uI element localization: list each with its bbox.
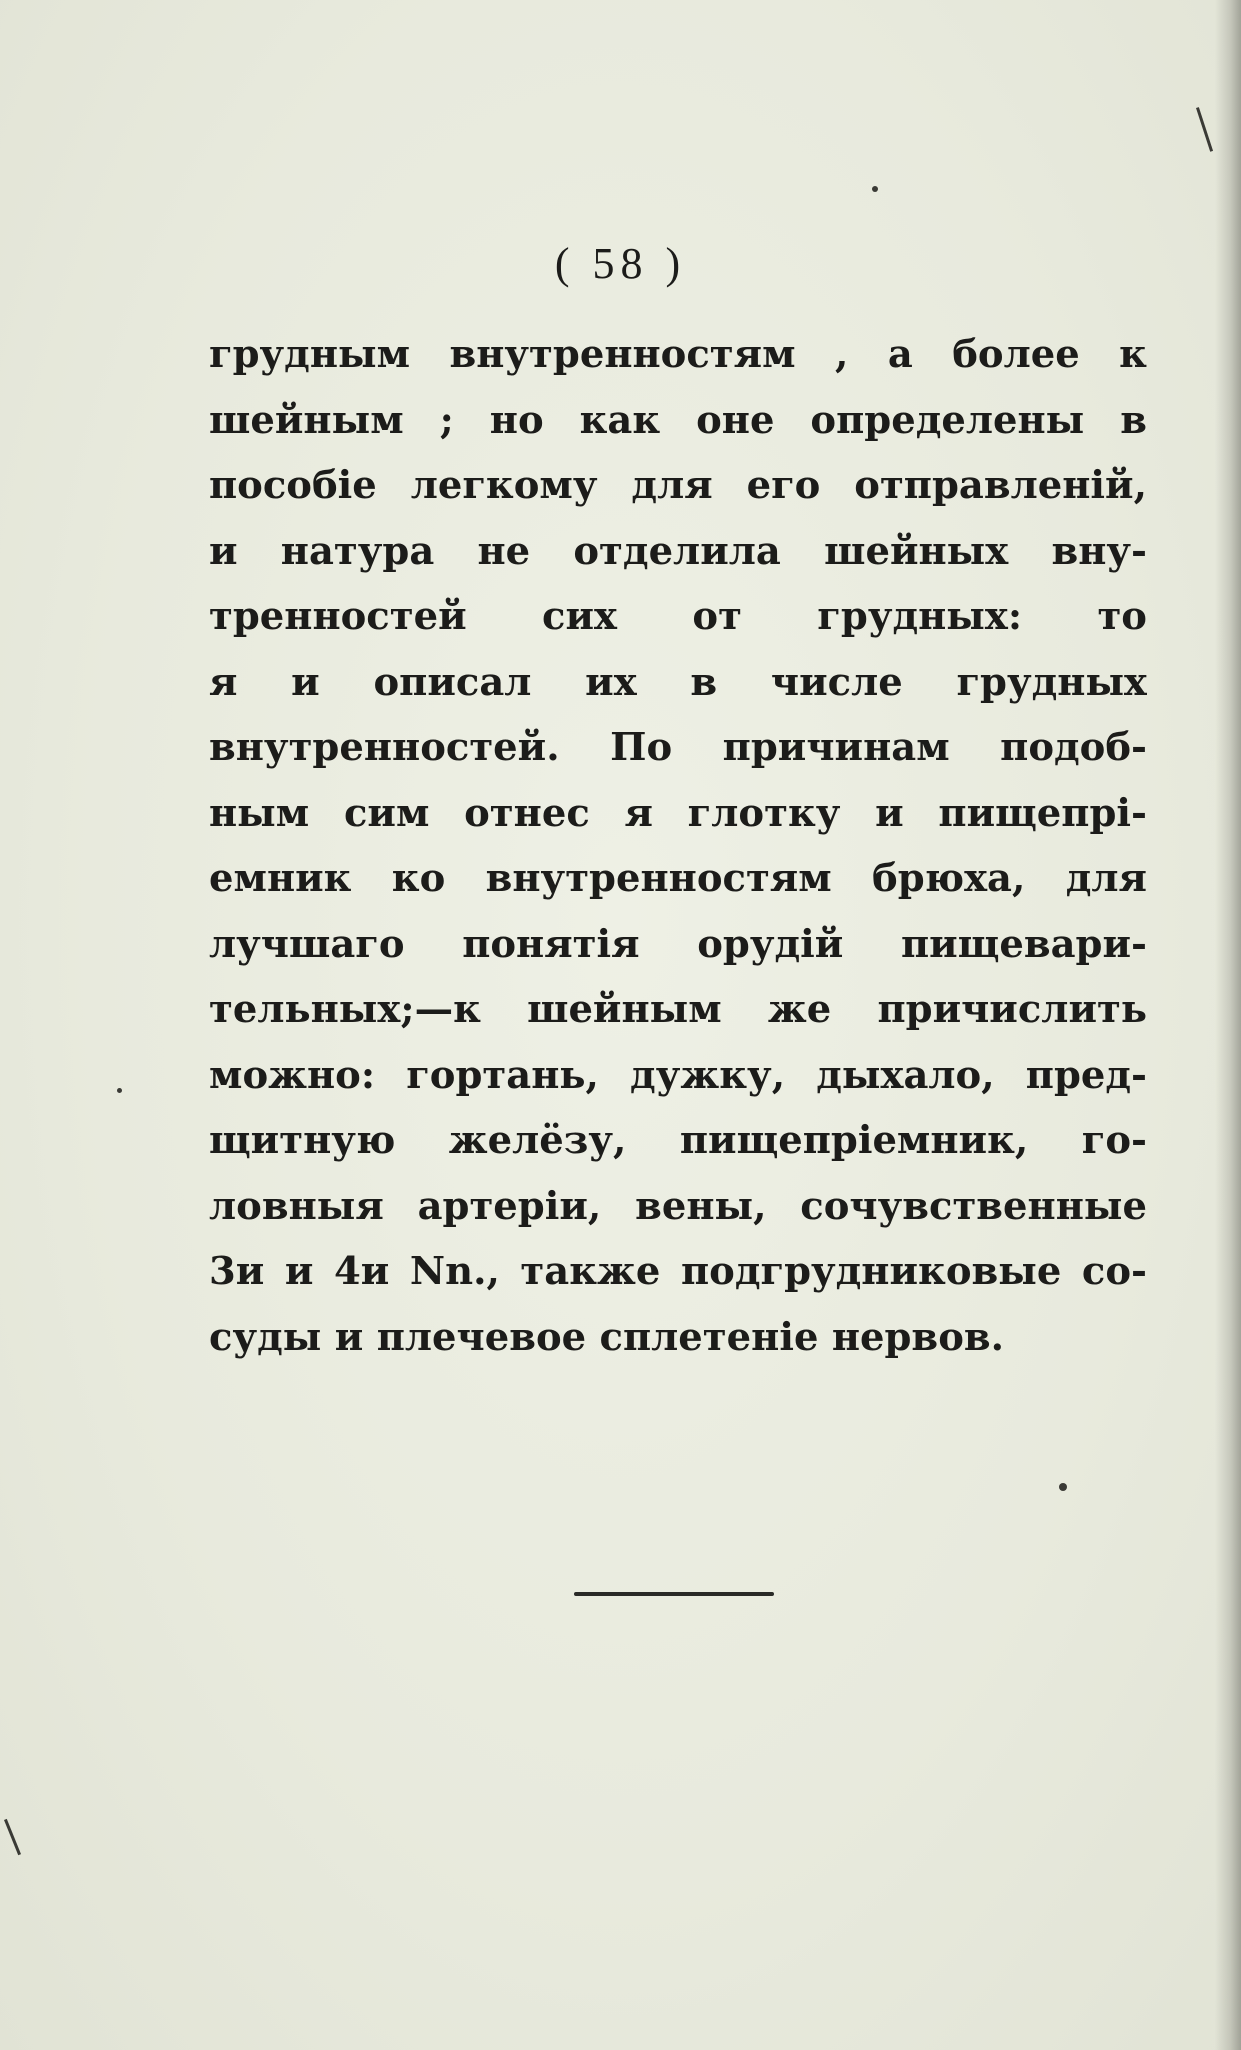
text-line: ловныя артеріи, вены, сочувственные bbox=[209, 1183, 1147, 1229]
text-line: лучшаго понятія орудій пищевари- bbox=[209, 921, 1147, 967]
edge-mark bbox=[1196, 107, 1213, 152]
text-line: шейным ; но как оне определены в bbox=[209, 397, 1147, 443]
text-line: емник ко внутренностям брюха, для bbox=[209, 856, 1147, 901]
end-rule bbox=[574, 1592, 774, 1596]
body-text bbox=[209, 322, 1147, 1370]
text-line: тельных;—к шейным же причислить bbox=[209, 987, 1147, 1032]
text-line: можно: гортань, дужку, дыхало, пред- bbox=[209, 1052, 1147, 1098]
text-line: ным сим отнес я глотку и пищепрі- bbox=[209, 790, 1147, 836]
text-line: 3и и 4и Nn., также подгрудниковые со- bbox=[209, 1249, 1147, 1294]
text-line: пособіе легкому для его отправленій, bbox=[209, 463, 1147, 508]
page-number: ( 58 ) bbox=[554, 239, 687, 288]
text-line: щитную желёзу, пищепріемник, го- bbox=[209, 1118, 1147, 1163]
ink-speck bbox=[117, 1088, 122, 1093]
text-line: грудным внутренностям , а более к bbox=[209, 332, 1147, 377]
text-line: я и описал их в числе грудных bbox=[209, 659, 1147, 705]
text-line: суды и плечевое сплетеніе нервов. bbox=[209, 1314, 1005, 1360]
text-line: и натура не отделила шейных вну- bbox=[209, 528, 1147, 574]
ink-speck bbox=[1059, 1483, 1067, 1491]
ink-speck bbox=[872, 186, 878, 192]
text-line: внутренностей. По причинам подоб- bbox=[209, 725, 1147, 770]
page-edge-shadow bbox=[1215, 0, 1241, 2050]
edge-mark bbox=[4, 1819, 21, 1855]
text-line: тренностей сих от грудных: то bbox=[209, 594, 1147, 639]
